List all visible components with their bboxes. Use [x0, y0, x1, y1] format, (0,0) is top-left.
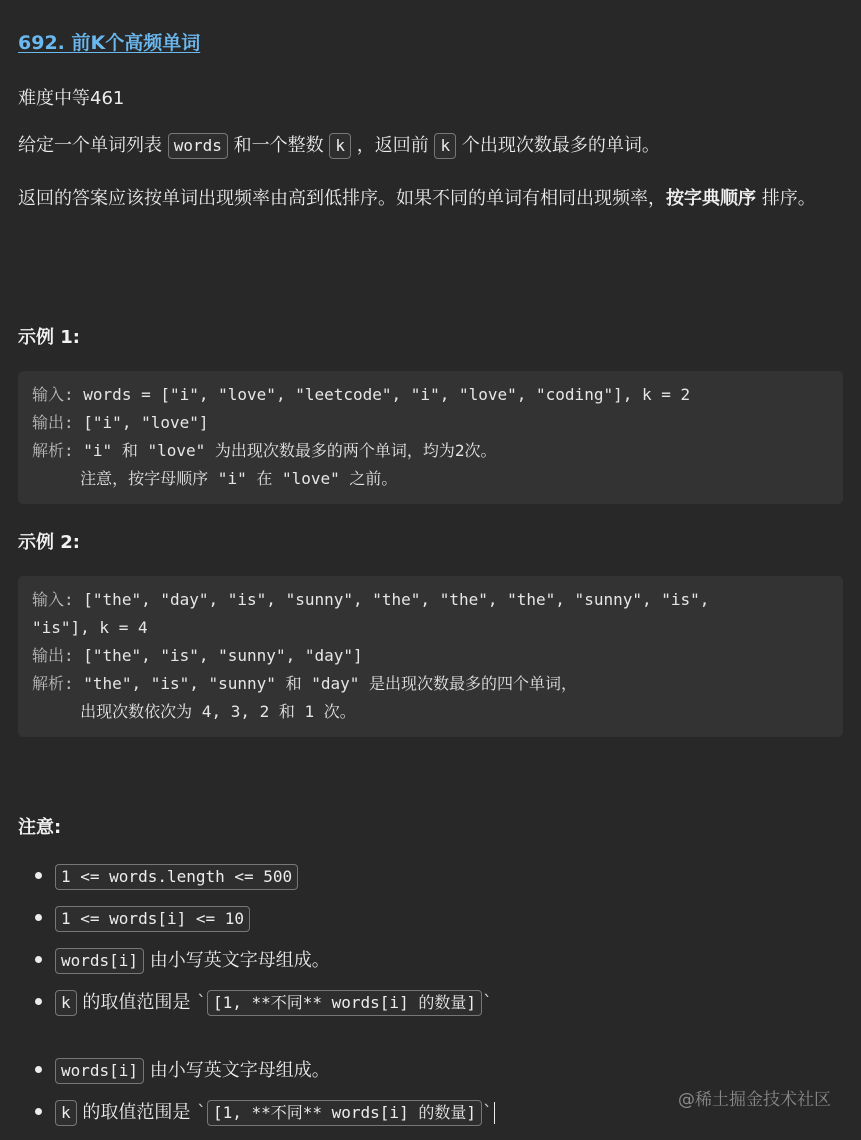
example-1-output-label: 输出: [32, 413, 84, 432]
example-2-output-line [32, 642, 829, 670]
constraint-words-length: 1 <= words.length <= 500 [55, 864, 298, 890]
desc1-text-b: 和一个整数 [227, 135, 330, 156]
code-words-i: words[i] [55, 1058, 144, 1084]
example-1-input-line [32, 381, 829, 409]
example-2-explain-line [32, 670, 829, 698]
bullet-dot [35, 1066, 42, 1073]
backtick-open: ` [196, 1102, 207, 1123]
bullet-dot [35, 872, 42, 879]
example-1-output: ["i", "love"] [83, 413, 209, 432]
example-1-input-label: 输入: [32, 385, 84, 404]
constraint-k-range-text: 的取值范围是 [76, 1102, 197, 1123]
description-paragraph-2 [18, 184, 843, 214]
bullet-dot [35, 1108, 42, 1115]
backtick-close: ` [481, 1102, 493, 1123]
watermark: @稀土掘金技术社区 [678, 1090, 831, 1110]
difficulty-label: 难度中等461 [18, 88, 125, 109]
code-k-range: [1, **不同** words[i] 的数量] [207, 1100, 482, 1126]
example-1-explain-2: 注意，按字母顺序 "i" 在 "love" 之前。 [80, 469, 398, 488]
code-k-2: k [434, 133, 456, 159]
constraint-k-range-text: 的取值范围是 [76, 992, 197, 1013]
code-k-range: [1, **不同** words[i] 的数量] [207, 990, 482, 1016]
list-item[interactable] [18, 1098, 495, 1128]
desc2-text-b: 排序。 [756, 188, 816, 209]
example-2-output: ["the", "is", "sunny", "day"] [83, 646, 363, 665]
example-2-explain-1: "the", "is", "sunny" 和 "day" 是出现次数最多的四个单词， [83, 674, 578, 693]
example-1-explain-line [32, 437, 829, 465]
example-1-explain-label: 解析: [32, 441, 84, 460]
example-1-input: words = ["i", "love", "leetcode", "i", "love", "coding"], k = 2 [83, 385, 691, 404]
example-1-heading: 示例 1: [18, 327, 80, 348]
desc2-bold: 按字典顺序 [666, 188, 756, 209]
constraint-lowercase-text: 由小写英文字母组成。 [144, 950, 330, 971]
example-2-explain-label: 解析: [32, 674, 84, 693]
bullet-dot [35, 998, 42, 1005]
bullet-dot [35, 914, 42, 921]
desc2-text-a: 返回的答案应该按单词出现频率由高到低排序。如果不同的单词有相同出现频率， [18, 188, 666, 209]
example-2-code-block [18, 576, 843, 737]
code-words: words [168, 133, 228, 159]
example-2-input-2: "is"], k = 4 [32, 618, 148, 637]
bullet-dot [35, 956, 42, 963]
constraint-word-length: 1 <= words[i] <= 10 [55, 906, 250, 932]
list-item [18, 862, 298, 892]
example-1-explain-1: "i" 和 "love" 为出现次数最多的两个单词，均为2次。 [83, 441, 497, 460]
description-paragraph-1 [18, 131, 843, 161]
text-cursor [494, 1102, 496, 1124]
example-2-heading: 示例 2: [18, 532, 80, 553]
list-item [18, 1056, 330, 1086]
example-2-explain-line-2 [32, 698, 829, 726]
example-2-input-line [32, 586, 829, 614]
code-k: k [55, 990, 77, 1016]
example-2-explain-2: 出现次数依次为 4, 3, 2 和 1 次。 [80, 702, 356, 721]
notes-heading: 注意: [18, 817, 62, 838]
code-k: k [329, 133, 351, 159]
constraint-lowercase-text: 由小写英文字母组成。 [144, 1060, 330, 1081]
list-item [18, 988, 493, 1018]
example-1-output-line [32, 409, 829, 437]
code-words-i: words[i] [55, 948, 144, 974]
desc1-text-c: ，返回前 [351, 135, 435, 156]
backtick-open: ` [196, 992, 207, 1013]
list-item [18, 946, 330, 976]
desc1-text-d: 个出现次数最多的单词。 [456, 135, 660, 156]
backtick-close: ` [481, 992, 493, 1013]
example-1-code-block [18, 371, 843, 504]
problem-title-link[interactable]: 692. 前K个高频单词 [18, 32, 201, 54]
example-2-input-1: ["the", "day", "is", "sunny", "the", "the", "the", "sunny", "is", [83, 590, 710, 609]
example-2-input-line-2 [32, 614, 829, 642]
example-1-explain-line-2 [32, 465, 829, 493]
example-2-input-label: 输入: [32, 590, 84, 609]
code-k: k [55, 1100, 77, 1126]
desc1-text-a: 给定一个单词列表 [18, 135, 168, 156]
example-2-output-label: 输出: [32, 646, 84, 665]
list-item [18, 904, 250, 934]
